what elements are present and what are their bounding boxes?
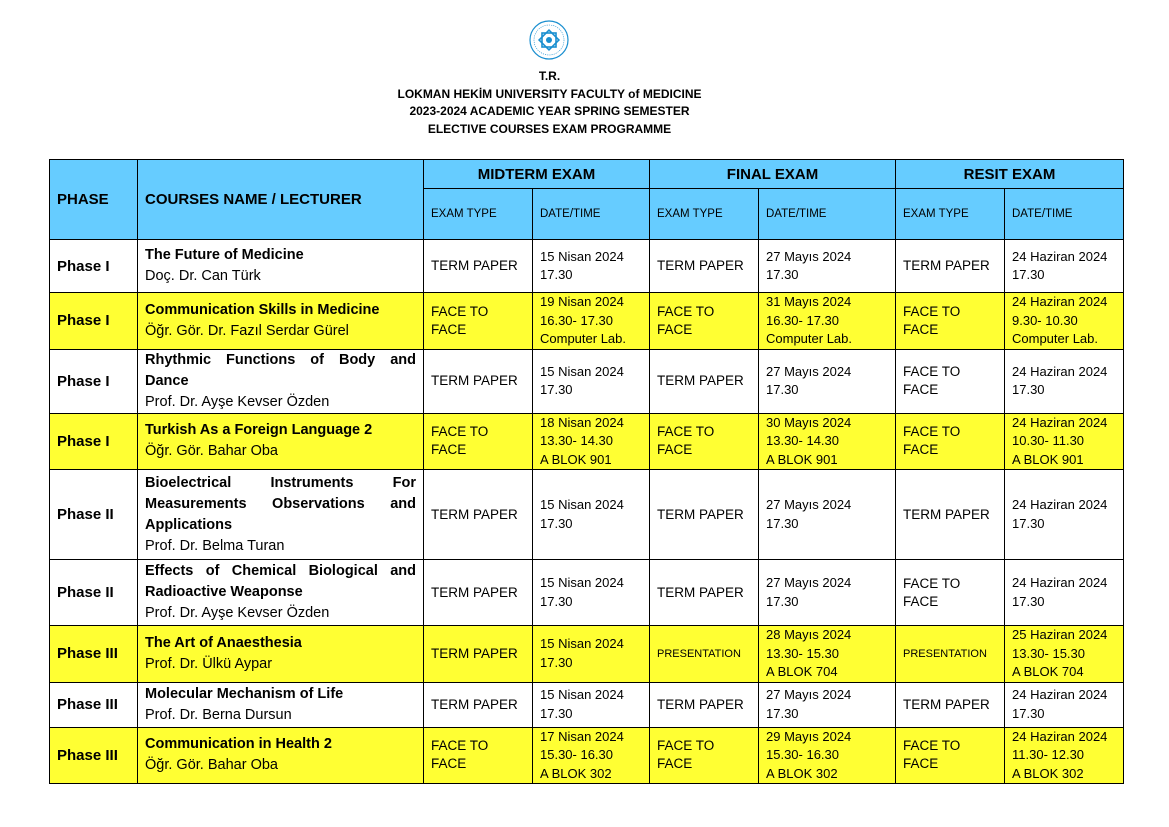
table-row [50,470,1124,560]
final-exam-header: FINAL EXAM [650,160,896,189]
date-time-text: Computer Lab. [1012,331,1098,346]
resit-exam-type-cell [896,682,1005,727]
course-name: Turkish As a Foreign Language 2 [145,422,373,439]
table-row [50,240,1124,293]
final-exam-type-cell [650,240,759,293]
course-column-header: COURSES NAME / LECTURER [138,160,424,240]
date-time-text: 17.30 [1012,593,1045,609]
lecturer-name: Öğr. Gör. Dr. Fazıl Serdar Gürel [145,322,349,339]
date-time-text: 15 Nisan 2024 [540,248,624,264]
date-time-text: 27 Mayıs 2024 [766,248,852,264]
exam-type-text: TERM PAPER [431,373,518,388]
exam-type-text: FACE [903,382,939,397]
course-cell [138,560,424,626]
date-time-text: A BLOK 302 [1012,765,1084,781]
date-time-text: 17.30 [766,382,799,397]
course-cell [138,240,424,293]
final-date-cell [759,293,896,350]
course-cell [138,413,424,470]
final-date-cell [759,413,896,470]
phase-cell: Phase III [50,682,138,727]
title-line-4: ELECTIVE COURSES EXAM PROGRAMME [427,121,672,136]
date-time-text: A BLOK 901 [540,451,612,467]
exam-type-text: TERM PAPER [431,584,518,600]
lecturer-name: Öğr. Gör. Bahar Oba [145,757,278,774]
exam-type-text: TERM PAPER [657,258,744,273]
lecturer-name: Prof. Dr. Ülkü Aypar [145,655,273,672]
exam-type-text: TERM PAPER [431,645,518,661]
midterm-exam-type-cell [424,560,533,626]
phase-cell: Phase III [50,727,138,784]
final-date-cell [759,470,896,560]
resit-exam-header: RESIT EXAM [896,160,1124,189]
lecturer-name: Prof. Dr. Berna Dursun [145,706,292,723]
title-line-1: T.R. [538,69,561,83]
table-row [50,413,1124,470]
exam-type-text: FACE [657,321,693,337]
date-time-text: A BLOK 302 [766,765,838,781]
date-time-text: A BLOK 901 [766,451,838,467]
exam-type-text: FACE TO [903,738,961,754]
resit-date-cell [1005,470,1124,560]
exam-type-text: FACE [431,321,467,337]
date-time-text: 24 Haziran 2024 [1012,728,1108,744]
resit-date-cell [1005,626,1124,683]
resit-date-cell [1005,560,1124,626]
date-time-text: 13.30- 14.30 [540,433,614,448]
date-time-text: 17.30 [1012,382,1045,397]
midterm-date-cell [533,727,650,784]
date-time-text: 15 Nisan 2024 [540,636,624,652]
midterm-exam-type-cell [424,470,533,560]
midterm-exam-type-cell [424,727,533,784]
university-logo [528,19,570,61]
date-time-text: 24 Haziran 2024 [1012,248,1108,264]
date-time-text: 17.30 [766,267,799,282]
final-date-cell [759,682,896,727]
date-time-text: 15 Nisan 2024 [540,575,624,590]
exam-type-text: FACE [903,593,939,609]
date-time-text: 27 Mayıs 2024 [766,687,852,702]
table-row [50,626,1124,683]
date-time-text: 15 Nisan 2024 [540,363,624,379]
date-time-text: Computer Lab. [540,331,626,346]
exam-type-text: FACE TO [657,303,715,319]
date-time-text: 17.30 [540,593,573,609]
midterm-date-cell [533,413,650,470]
course-cell [138,727,424,784]
exam-type-text: FACE [657,756,693,772]
midterm-exam-type-cell [424,293,533,350]
final-exam-type-cell [650,626,759,683]
exam-type-text: TERM PAPER [657,506,744,522]
exam-type-text: TERM PAPER [657,696,744,712]
lecturer-name: Prof. Dr. Ayşe Kevser Özden [145,393,330,410]
date-time-text: 28 Mayıs 2024 [766,627,852,642]
date-time-text: 15.30- 16.30 [766,747,840,762]
course-name: Molecular Mechanism of Life [145,685,344,702]
course-cell [138,349,424,413]
course-cell [138,626,424,683]
midterm-date-cell [533,293,650,350]
final-date-cell [759,240,896,293]
date-time-text: 17.30 [540,515,573,531]
date-time-text: 17.30 [766,515,799,531]
exam-type-text: TERM PAPER [903,696,990,712]
midterm-date-cell [533,682,650,727]
course-name: The Future of Medicine [145,247,304,263]
date-time-text: 13.30- 14.30 [766,433,840,448]
exam-type-text: TERM PAPER [431,258,518,273]
course-cell [138,682,424,727]
course-cell [138,470,424,560]
exam-type-text: FACE TO [903,303,961,319]
exam-type-text: FACE TO [431,738,489,754]
phase-cell: Phase II [50,560,138,626]
table-row [50,349,1124,413]
date-time-text: 24 Haziran 2024 [1012,414,1108,430]
exam-type-text: FACE TO [903,424,961,440]
resit-exam-type-cell [896,293,1005,350]
final-date-cell [759,626,896,683]
exam-type-text: TERM PAPER [657,584,744,600]
resit-exam-type-cell [896,413,1005,470]
resit-date-cell [1005,293,1124,350]
exam-programme-table [49,159,1124,784]
final-exam-type-cell [650,470,759,560]
phase-cell: Phase I [50,413,138,470]
date-time-text: 24 Haziran 2024 [1012,497,1108,512]
midterm-date-cell [533,626,650,683]
exam-type-text: FACE [657,442,693,458]
resit-exam-type-cell [896,727,1005,784]
table-row [50,727,1124,784]
exam-type-text: FACE TO [657,738,715,754]
midterm-date-cell [533,240,650,293]
final-exam-type-cell [650,682,759,727]
resit-exam-type-cell [896,470,1005,560]
date-time-text: 24 Haziran 2024 [1012,687,1108,702]
date-time-text: 17.30 [1012,267,1045,282]
date-time-text: 9.30- 10.30 [1012,312,1078,328]
final-exam-type-cell [650,413,759,470]
date-time-text: 27 Mayıs 2024 [766,363,852,379]
final-exam-type-cell [650,349,759,413]
final-date-cell [759,727,896,784]
date-time-text: 17.30 [540,705,573,721]
course-name: Effects of Chemical Biological and [145,563,416,579]
resit-date-cell [1005,727,1124,784]
exam-type-text: FACE [431,756,467,772]
title-line-3: 2023-2024 ACADEMIC YEAR SPRING SEMESTER [409,104,690,118]
exam-type-text: FACE TO [903,364,961,379]
exam-type-text: FACE TO [431,424,489,440]
course-name: Bioelectrical Instruments For [145,474,416,491]
midterm-exam-header: MIDTERM EXAM [424,160,650,189]
exam-type-text: PRESENTATION [903,647,987,660]
document-title [0,68,1099,138]
final-date-header: DATE/TIME [759,189,896,240]
resit-date-cell [1005,413,1124,470]
date-time-text: 24 Haziran 2024 [1012,294,1108,309]
phase-cell: Phase III [50,626,138,683]
date-time-text: 17 Nisan 2024 [540,728,624,744]
midterm-exam-type-header: EXAM TYPE [424,189,533,240]
date-time-text: 29 Mayıs 2024 [766,728,852,744]
date-time-text: A BLOK 302 [540,765,612,781]
phase-cell: Phase II [50,470,138,560]
final-exam-type-cell [650,293,759,350]
date-time-text: 17.30 [766,593,799,609]
exam-type-text: FACE [903,321,939,337]
final-exam-type-header: EXAM TYPE [650,189,759,240]
midterm-exam-type-cell [424,240,533,293]
date-time-text: 11.30- 12.30 [1012,747,1085,762]
course-name: Radioactive Weaponse [145,584,303,600]
midterm-exam-type-cell [424,682,533,727]
exam-type-text: FACE TO [903,575,961,591]
date-time-text: 19 Nisan 2024 [540,294,624,309]
exam-type-text: TERM PAPER [657,373,744,388]
lecturer-name: Prof. Dr. Ayşe Kevser Özden [145,605,330,621]
table-row [50,293,1124,350]
phase-cell: Phase I [50,293,138,350]
exam-type-text: FACE TO [431,303,489,319]
date-time-text: 15 Nisan 2024 [540,687,624,702]
midterm-exam-type-cell [424,626,533,683]
date-time-text: 16.30- 17.30 [766,312,840,328]
resit-date-cell [1005,349,1124,413]
exam-type-text: TERM PAPER [431,506,518,522]
exam-type-text: FACE [431,442,467,458]
date-time-text: 17.30 [1012,705,1045,721]
course-cell [138,293,424,350]
title-line-2: LOKMAN HEKİM UNIVERSITY FACULTY of MEDICINE [397,86,702,101]
midterm-date-header: DATE/TIME [533,189,650,240]
exam-type-text: PRESENTATION [657,647,741,660]
final-exam-type-cell [650,560,759,626]
resit-date-header: DATE/TIME [1005,189,1124,240]
phase-cell: Phase I [50,349,138,413]
date-time-text: 30 Mayıs 2024 [766,414,852,430]
date-time-text: A BLOK 704 [1012,664,1084,679]
table-row [50,560,1124,626]
exam-type-text: FACE [903,756,939,772]
course-name: Communication in Health 2 [145,736,332,753]
final-date-cell [759,560,896,626]
date-time-text: 10.30- 11.30 [1012,433,1085,448]
midterm-date-cell [533,470,650,560]
table-row [50,682,1124,727]
midterm-exam-type-cell [424,413,533,470]
course-name: Applications [145,516,233,533]
exam-type-text: FACE TO [657,424,715,440]
final-date-cell [759,349,896,413]
midterm-exam-type-cell [424,349,533,413]
date-time-text: 27 Mayıs 2024 [766,497,852,512]
course-name: The Art of Anaesthesia [145,634,302,651]
date-time-text: 13.30- 15.30 [766,645,840,661]
resit-exam-type-cell [896,626,1005,683]
date-time-text: Computer Lab. [766,331,852,346]
exam-type-text: TERM PAPER [903,258,990,273]
date-time-text: 24 Haziran 2024 [1012,363,1108,379]
date-time-text: 18 Nisan 2024 [540,414,624,430]
date-time-text: 24 Haziran 2024 [1012,575,1108,590]
exam-type-text: FACE [903,442,939,458]
resit-exam-type-cell [896,560,1005,626]
date-time-text: 13.30- 15.30 [1012,645,1086,661]
midterm-date-cell [533,349,650,413]
date-time-text: A BLOK 704 [766,664,838,679]
resit-date-cell [1005,682,1124,727]
date-time-text: 15.30- 16.30 [540,747,614,762]
course-name: Dance [145,372,189,389]
date-time-text: 17.30 [540,382,573,397]
phase-cell: Phase I [50,240,138,293]
course-name: Measurements Observations and [145,495,416,512]
resit-exam-type-cell [896,349,1005,413]
resit-exam-type-header: EXAM TYPE [896,189,1005,240]
exam-type-text: TERM PAPER [431,696,518,712]
final-exam-type-cell [650,727,759,784]
resit-date-cell [1005,240,1124,293]
date-time-text: A BLOK 901 [1012,451,1084,467]
exam-type-text: TERM PAPER [903,506,990,522]
lecturer-name: Prof. Dr. Belma Turan [145,537,285,554]
date-time-text: 17.30 [540,267,573,282]
lecturer-name: Doç. Dr. Can Türk [145,268,261,284]
date-time-text: 16.30- 17.30 [540,312,614,328]
date-time-text: 27 Mayıs 2024 [766,575,852,590]
date-time-text: 17.30 [540,654,573,670]
midterm-date-cell [533,560,650,626]
date-time-text: 17.30 [766,705,799,721]
phase-column-header: PHASE [50,160,138,240]
lecturer-name: Öğr. Gör. Bahar Oba [145,443,278,460]
course-name: Communication Skills in Medicine [145,301,380,318]
date-time-text: 25 Haziran 2024 [1012,627,1108,642]
resit-exam-type-cell [896,240,1005,293]
date-time-text: 31 Mayıs 2024 [766,294,852,309]
date-time-text: 17.30 [1012,515,1045,531]
course-name: Rhythmic Functions of Body and [145,351,416,368]
date-time-text: 15 Nisan 2024 [540,497,624,512]
